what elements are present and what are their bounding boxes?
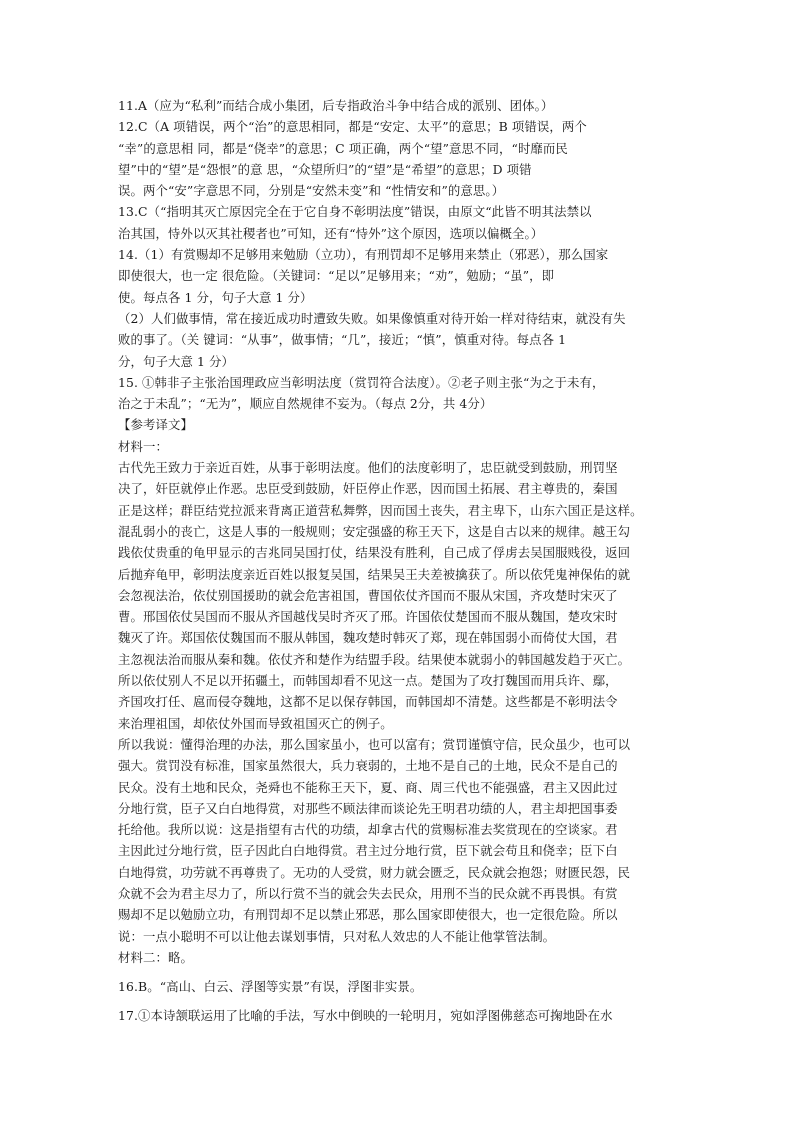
translation-line: 混乱弱小的丧亡，这是人事的一般规则；安定强盛的称王天下，这是自古以来的规律。越王勾 xyxy=(118,523,631,539)
translation-line: 托给他。我所以说：这是指望有古代的功绩，却拿古代的赏赐标准去奖赏现在的空谈家。君 xyxy=(118,822,618,838)
material-two-label: 材料二：略。 xyxy=(118,949,193,965)
answer-17-line-1: 17.①本诗颔联运用了比喻的手法，写水中倒映的一轮明月，宛如浮图佛慈态可掬地卧在水 xyxy=(118,1008,613,1024)
answer-12-line-3: 望”中的“望”是“怨恨”的意 思，“众望所归”的“望”是“希望”的意思；D 项错 xyxy=(118,161,532,177)
translation-line: 众就不会为君主尽力了，所以行赏不当的就会失去民众，用刑不当的民众就不再畏惧。有赏 xyxy=(118,885,618,901)
answer-sheet-page xyxy=(118,95,678,1027)
answer-14-1-line-3: 使。每点各 1 分，句子大意 1 分） xyxy=(118,289,313,305)
translation-line: 所以依仗别人不足以开拓疆土，而韩国却看不见这一点。楚国为了攻打魏国而用兵许、鄢， xyxy=(118,673,618,689)
translation-line: 主忽视法治而服从秦和魏。依仗齐和楚作为结盟手段。结果使本就弱小的韩国越发趋于灭亡。 xyxy=(118,651,631,667)
answer-12-line-2: “幸”的意思相 同，都是“侥幸”的意思；C 项正确，两个“望”意思不同，“时靡而民 xyxy=(118,140,568,156)
translation-line: 齐国攻打任、扈而侵夺魏地，这都不足以保存韩国，而韩国却不清楚。这些都是不彰明法令 xyxy=(118,694,618,710)
translation-line: 后抛弃龟甲，彰明法度亲近百姓以报复吴国，结果吴王夫差被擒获了。所以依凭鬼神保佑的就 xyxy=(118,566,631,582)
answer-14-1-line-1: 14.（1）有赏赐却不足够用来勉励（立功），有刑罚却不足够用来禁止（邪恶），那么国家 xyxy=(118,247,609,263)
translation-line: 强大。赏罚没有标准，国家虽然很大，兵力衰弱的，土地不是自己的土地，民众不是自己的 xyxy=(118,758,618,774)
material-one-label: 材料一： xyxy=(118,438,168,454)
answer-13-line-2: 治其国，恃外以灭其社稷者也”可知，还有“恃外”这个原因，选项以偏概全。） xyxy=(118,225,544,241)
translation-line: 白地得赏，功劳就不再尊贵了。无功的人受赏，财力就会匮乏，民众就会抱怨；财匮民怨，民 xyxy=(118,864,631,880)
answer-15-line-2: 治之于未乱”；“无为”，顺应自然规律不妄为。（每点 2分，共 4分） xyxy=(118,396,493,412)
translation-line: 来治理祖国，却依仗外国而导致祖国灭亡的例子。 xyxy=(118,715,393,731)
answer-13-line-1: 13.C（“指明其灭亡原因完全在于它自身不彰明法度”错误，由原文“此皆不明其法禁以 xyxy=(118,204,592,220)
answer-14-2-line-3: 分，句子大意 1 分） xyxy=(118,353,234,369)
translation-line: 所以我说：懂得治理的办法，那么国家虽小，也可以富有；赏罚谨慎守信，民众虽少，也可以 xyxy=(118,736,631,752)
translation-line: 说：一点小聪明不可以让他去谋划事情，只对私人效忠的人不能让他掌管法制。 xyxy=(118,928,556,944)
answer-14-2-line-1: （2）人们做事情，常在接近成功时遭致失败。如果像慎重对待开始一样对待结束，就没有失 xyxy=(118,310,626,326)
answer-14-2-line-2: 败的事了。（关 键词：“从事”，做事情；“几”，接近；“慎”，慎重对待。每点各 1 xyxy=(118,332,567,348)
translation-line: 赐却不足以勉励立功，有刑罚却不足以禁止邪恶，那么国家即使很大，也一定很危险。所以 xyxy=(118,907,618,923)
translation-line: 民众。没有土地和民众，尧舜也不能称王天下，夏、商、周三代也不能强盛，君主又因此过 xyxy=(118,779,618,795)
translation-line: 会忽视法治，依仗别国援助的就会危害祖国，曹国依仗齐国而不服从宋国，齐攻楚时宋灭了 xyxy=(118,587,618,603)
reference-translation-heading: 【参考译文】 xyxy=(118,417,193,433)
answer-15-line-1: 15. ①韩非子主张治国理政应当彰明法度（赏罚符合法度）。②老子则主张“为之于未有， xyxy=(118,374,605,390)
translation-line: 践依仗贵重的龟甲显示的吉兆同吴国打仗，结果没有胜利，自己成了俘虏去吴国服贱役，返回 xyxy=(118,545,631,561)
translation-line: 曹。邢国依仗吴国而不服从齐国越伐吴时齐灭了邢。许国依仗楚国而不服从魏国，楚攻宋时 xyxy=(118,609,618,625)
translation-line: 决了，奸臣就停止作恶。忠臣受到鼓励，奸臣停止作恶，因而国土拓展、君主尊贵的，秦国 xyxy=(118,481,618,497)
answer-12-line-4: 误。两个“安”字意思不同，分别是“安然未变”和 “性情安和”的意思。） xyxy=(118,183,505,199)
translation-line: 魏灭了许。郑国依仗魏国而不服从韩国，魏攻楚时韩灭了郑，现在韩国弱小而倚仗大国，君 xyxy=(118,630,618,646)
answer-11: 11.A（应为“私利”而结合成小集团，后专指政治斗争中结合成的派别、团体。） xyxy=(118,98,554,113)
answer-16: 16.B。“高山、白云、浮图等实景”有误，浮图非实景。 xyxy=(118,979,423,995)
answer-12-line-1: 12.C（A 项错误，两个“治”的意思相同，都是“安定、太平”的意思；B 项错误，两个 xyxy=(118,119,587,135)
translation-line: 正是这样；群臣结党拉派来背离正道营私舞弊，因而国土丧失，君主卑下，山东六国正是这样。 xyxy=(118,502,643,518)
answer-14-1-line-2: 即使很大，也一定 很危险。（关键词：“足以”足够用来；“劝”，勉励；“虽”，即 xyxy=(118,268,555,284)
translation-line: 古代先王致力于亲近百姓，从事于彰明法度。他们的法度彰明了，忠臣就受到鼓励，刑罚坚 xyxy=(118,460,618,476)
translation-line: 分地行赏，臣子又白白地得赏，对那些不顾法律而谈论先王明君功绩的人，君主却把国事委 xyxy=(118,800,618,816)
translation-line: 主因此过分地行赏，臣子因此白白地得赏。君主过分地行赏，臣下就会苟且和侥幸；臣下白 xyxy=(118,843,618,859)
